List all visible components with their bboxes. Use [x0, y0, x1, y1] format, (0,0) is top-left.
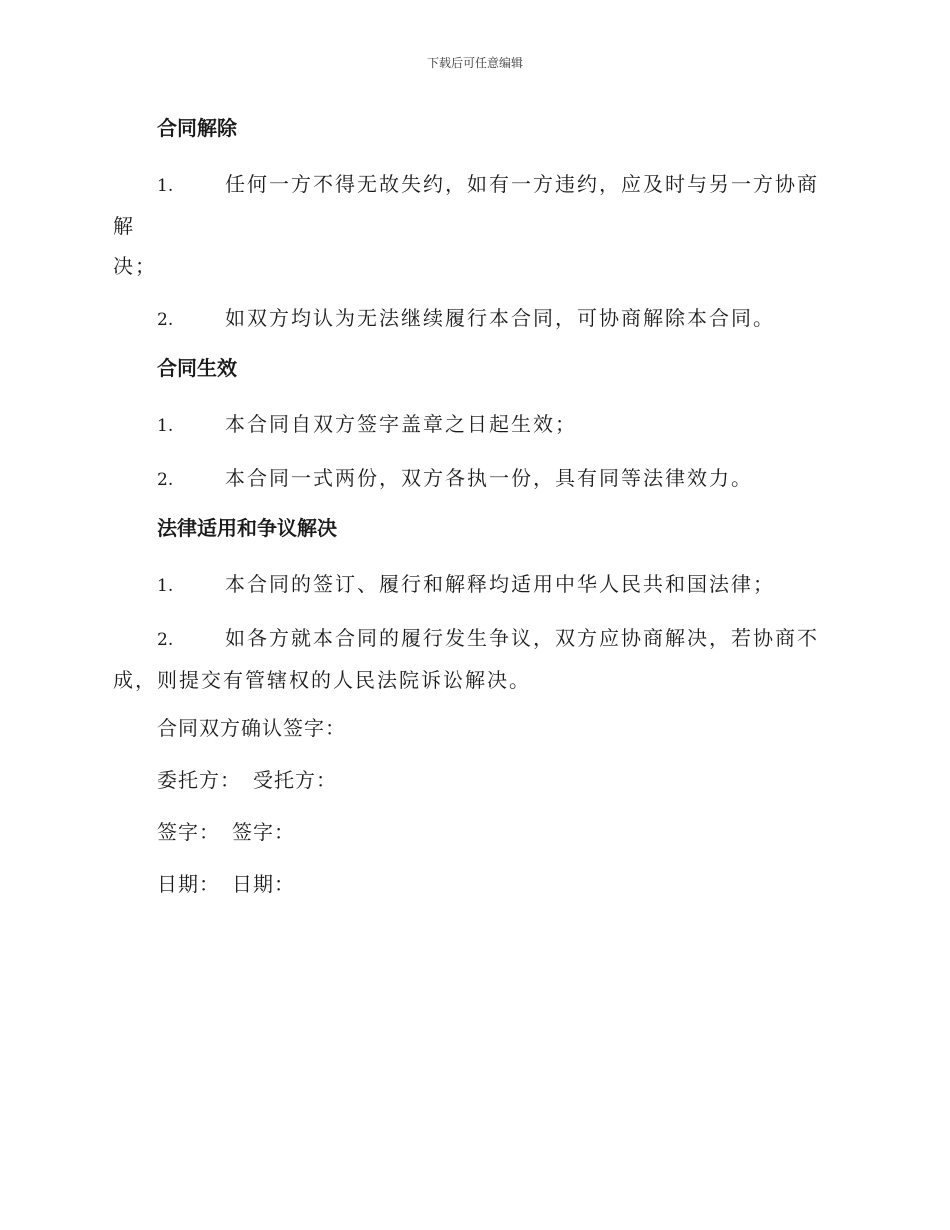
signature-parties-row [157, 764, 833, 796]
item-number: 2. [157, 310, 174, 330]
item-text: 本合同的签订、履行和解释均适用中华人民共和国法律； [225, 572, 775, 596]
section-heading-effectiveness: 合同生效 [157, 356, 237, 380]
list-item [113, 164, 833, 246]
item-text: 任何一方不得无故失约，如有一方违约，应及时与另一方协商解 [113, 172, 819, 238]
section-heading-law-disputes: 法律适用和争议解决 [157, 516, 337, 540]
item-text: 本合同自双方签字盖章之日起生效； [225, 412, 577, 436]
date-label: 日期： [232, 872, 295, 896]
list-item [113, 564, 833, 606]
item-number: 2. [157, 630, 174, 650]
list-item-continuation: 决； [113, 254, 157, 278]
list-item-continuation: 成，则提交有管辖权的人民法院诉讼解决。 [113, 668, 531, 692]
list-item [113, 298, 833, 340]
item-number: 1. [157, 576, 174, 596]
agent-label: 受托方： [253, 768, 337, 792]
signature-date-row [157, 868, 833, 900]
item-text: 本合同一式两份，双方各执一份，具有同等法律效力。 [225, 466, 753, 490]
item-text: 如各方就本合同的履行发生争议，双方应协商解决，若协商不 [225, 626, 819, 650]
item-text: 如双方均认为无法继续履行本合同，可协商解除本合同。 [225, 306, 775, 330]
section-heading-termination: 合同解除 [157, 116, 237, 140]
sign-label: 签字： [232, 820, 295, 844]
item-number: 2. [157, 470, 174, 490]
document-body [113, 112, 833, 900]
item-number: 1. [157, 416, 174, 436]
date-label: 日期： [157, 872, 220, 896]
item-number: 1. [157, 176, 174, 196]
signature-sign-row [157, 816, 833, 848]
list-item [113, 404, 833, 446]
list-item [113, 618, 833, 660]
client-label: 委托方： [157, 768, 241, 792]
list-item [113, 458, 833, 500]
page-header: 下载后可任意编辑 [426, 56, 523, 70]
signature-confirm: 合同双方确认签字： [157, 716, 346, 740]
sign-label: 签字： [157, 820, 220, 844]
